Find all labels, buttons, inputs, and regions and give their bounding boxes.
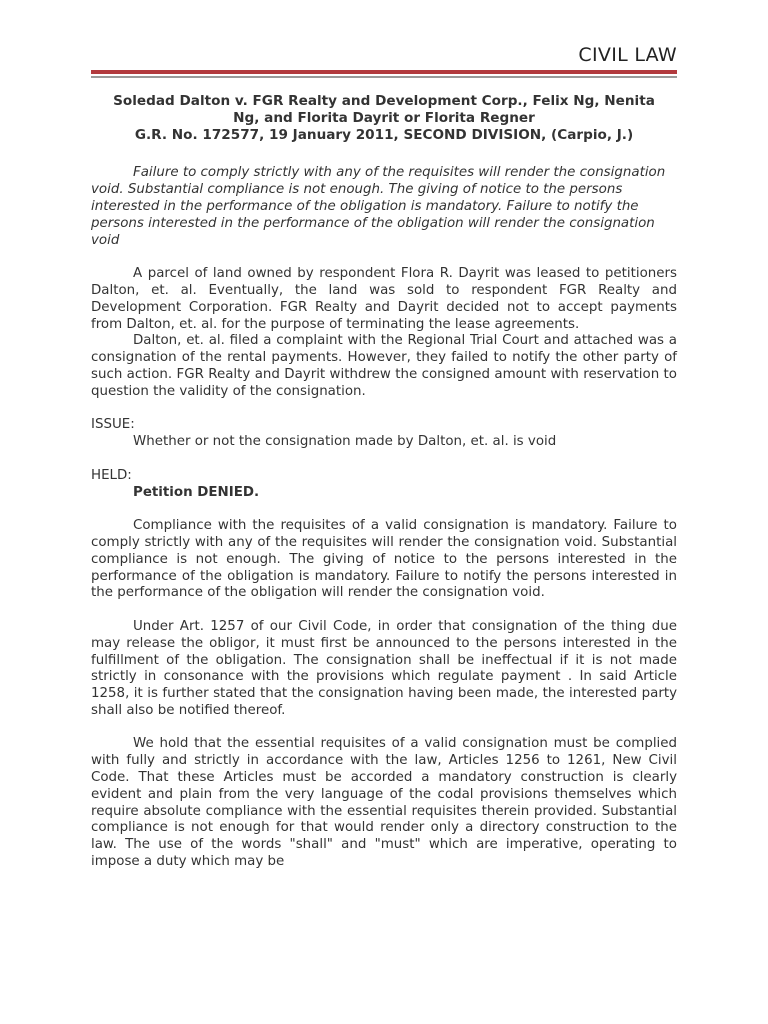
issue-text: Whether or not the consignation made by Dalton, et. al. is void [133, 434, 557, 450]
issue-label: ISSUE: [91, 417, 135, 433]
doctrine-paragraph: Failure to comply strictly with any of the requisites will render the consignation void. Substantial compliance is not enough. The giving of notice to the persons interested in the performance of the obligation is mandatory. Failure to notify the persons interested in the performance of the obligation will render the consignation void [91, 165, 666, 248]
spacer [91, 720, 677, 737]
header-title: CIVIL LAW [578, 44, 677, 66]
case-title-line-3: G.R. No. 172577, 19 January 2011, SECOND DIVISION, (Carpio, J.) [134, 126, 634, 143]
ruling-text: Petition DENIED. [133, 484, 260, 500]
document-body [91, 93, 677, 871]
held-paragraph-2: Under Art. 1257 of our Civil Code, in order that consignation of the thing due may release the obligor, it must first be announced to the persons interested in the fulfillment of the obligation. The consignation shall be ineffectual if it is not made strictly in consonance with the provisions which regulate payment . In said Article 1258, it is further stated that the consignation having been made, the interested party shall also be notified thereof. [91, 618, 677, 718]
held-paragraph-3: We hold that the essential requisites of a valid consignation must be complied with fully and strictly in accordance with the law, Articles 1256 to 1261, New Civil Code. That these Articles must be accorded a mandatory construction is clearly evident and plain from the very language of the codal provisions themselves which require absolute compliance with the essential requisites therein provided. Substantial compliance is not enough for that would render only a directory construction to the law. The use of the words "shall" and "must" which are imperative, operating to impose a duty which may be [91, 736, 677, 870]
header-rule-red [91, 70, 677, 74]
spacer [91, 602, 677, 619]
case-title-line-1: Soledad Dalton v. FGR Realty and Development Corp., Felix Ng, Nenita [113, 93, 655, 109]
facts-paragraph-1: A parcel of land owned by respondent Flora R. Dayrit was leased to petitioners Dalton, et. al. Eventually, the land was sold to respondent FGR Realty and Development Corporation. FGR Realty and Dayrit decided not to accept payments from Dalton, et. al. for the purpose of terminating the lease agreements. [91, 266, 677, 332]
spacer [91, 249, 677, 266]
held-label: HELD: [91, 467, 132, 483]
header-rule-grey [91, 76, 677, 78]
facts-paragraph-2: Dalton, et. al. filed a complaint with the Regional Trial Court and attached was a consignation of the rental payments. However, they failed to notify the other party of such action. FGR Realty and Dayrit withdrew the consigned amount with reservation to question the validity of the consignation. [91, 333, 677, 399]
held-paragraph-1: Compliance with the requisites of a valid consignation is mandatory. Failure to comply strictly with any of the requisites will render the consignation void. Substantial compliance is not enough. The giving of notice to the persons interested in the performance of the obligation is mandatory. Failure to notify the persons interested in the performance of the obligation will render the consignation void. [91, 518, 677, 601]
spacer [91, 401, 677, 418]
spacer [91, 451, 677, 468]
spacer [91, 501, 677, 518]
case-title-line-2: Ng, and Florita Dayrit or Florita Regner [233, 109, 535, 126]
